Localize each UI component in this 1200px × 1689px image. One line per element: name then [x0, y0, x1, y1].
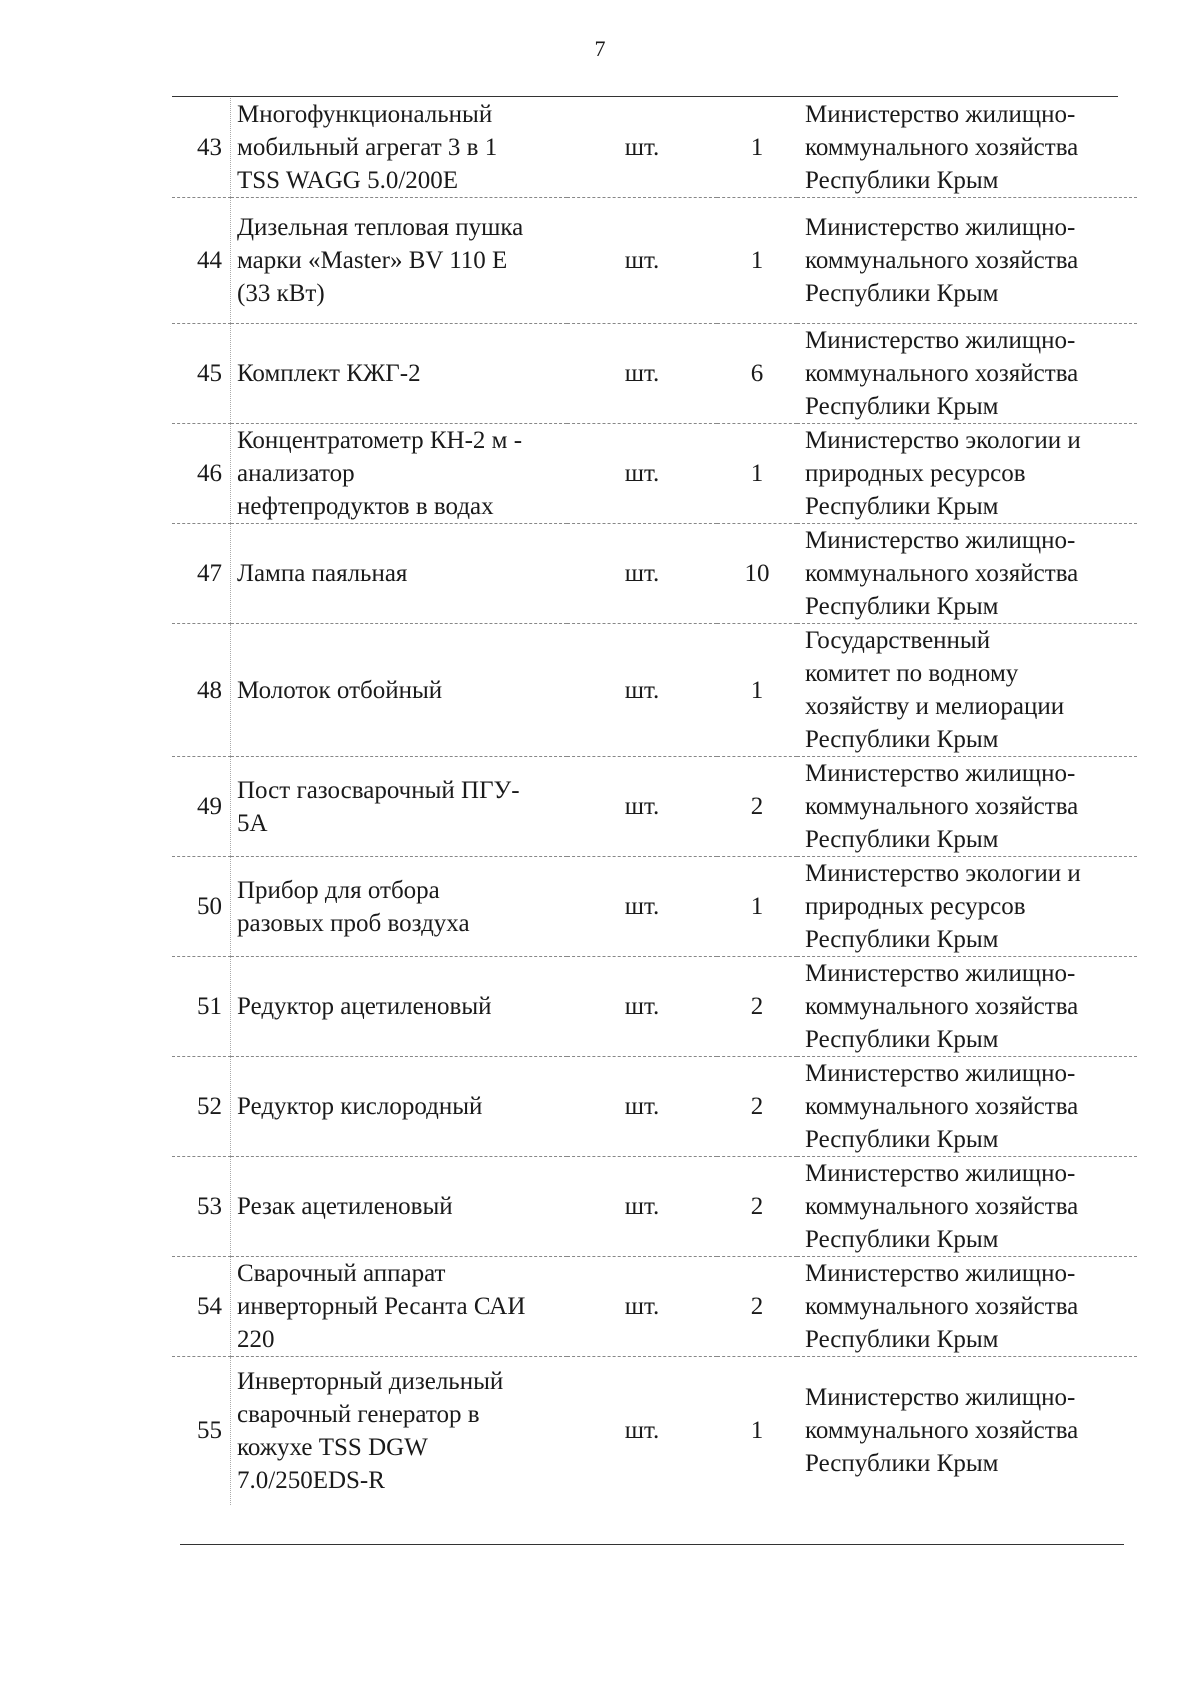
- item-unit: шт.: [567, 1157, 717, 1257]
- table-row: [172, 1257, 1137, 1357]
- item-name: Резак ацетиленовый: [237, 1193, 453, 1220]
- item-quantity: 10: [717, 524, 797, 624]
- row-number: 51: [172, 957, 231, 1057]
- item-quantity: 1: [750, 1417, 764, 1445]
- item-unit: шт.: [567, 624, 717, 757]
- item-unit: шт.: [567, 757, 717, 857]
- item-organization: Министерство жилищно- коммунального хозяйства Республики Крым: [805, 1384, 1079, 1478]
- item-quantity: 2: [717, 1057, 797, 1157]
- table-row: [172, 624, 1137, 757]
- item-name: Концентратометр КН-2 м - анализатор нефтепродуктов в водах: [237, 427, 523, 520]
- item-name: Сварочный аппарат инверторный Ресанта САИ 220: [237, 1260, 526, 1353]
- item-organization: Министерство экологии и природных ресурсов Республики Крым: [805, 860, 1081, 953]
- item-unit: шт.: [567, 1057, 717, 1157]
- item-quantity: 2: [717, 757, 797, 857]
- item-unit: шт.: [567, 524, 717, 624]
- row-number: 52: [172, 1057, 231, 1157]
- item-quantity: 1: [717, 857, 797, 957]
- item-unit: шт.: [567, 957, 717, 1057]
- table-row: [172, 1357, 1137, 1505]
- table-row: [172, 857, 1137, 957]
- item-organization: Министерство жилищно- коммунального хозяйства Республики Крым: [805, 327, 1079, 420]
- table-row: [172, 324, 1137, 424]
- table-row: [172, 1157, 1137, 1257]
- item-unit: шт.: [624, 1417, 660, 1445]
- item-name: Многофункциональный мобильный агрегат 3 в 1 TSS WAGG 5.0/200E: [237, 101, 498, 194]
- item-unit: шт.: [567, 98, 717, 198]
- item-name: Инверторный дизельный сварочный генератор в кожухе TSS DGW 7.0/250EDS-R: [237, 1367, 504, 1494]
- item-organization: Министерство жилищно- коммунального хозяйства Республики Крым: [805, 760, 1079, 853]
- item-unit: шт.: [567, 424, 717, 524]
- item-name: Пост газосварочный ПГУ- 5А: [237, 776, 520, 837]
- item-organization: Министерство жилищно- коммунального хозяйства Республики Крым: [805, 1260, 1079, 1353]
- row-number: 46: [172, 424, 231, 524]
- item-quantity: 1: [717, 98, 797, 198]
- table-top-rule: [172, 96, 1118, 97]
- item-organization: Министерство жилищно- коммунального хозяйства Республики Крым: [805, 1060, 1079, 1153]
- item-quantity: 1: [717, 198, 797, 324]
- item-quantity: 2: [717, 1157, 797, 1257]
- row-number: 53: [172, 1157, 231, 1257]
- row-number: 55: [197, 1417, 222, 1445]
- item-name: Редуктор ацетиленовый: [237, 993, 492, 1020]
- table-row: [172, 757, 1137, 857]
- item-quantity: 2: [717, 1257, 797, 1357]
- item-organization: Министерство жилищно- коммунального хозяйства Республики Крым: [805, 1160, 1079, 1253]
- row-number: 49: [172, 757, 231, 857]
- item-organization: Министерство жилищно- коммунального хозяйства Республики Крым: [805, 214, 1079, 307]
- table-row: [172, 957, 1137, 1057]
- item-name: Редуктор кислородный: [237, 1093, 483, 1120]
- table-row: [172, 424, 1137, 524]
- item-name: Комплект КЖГ-2: [237, 360, 421, 387]
- item-unit: шт.: [567, 857, 717, 957]
- item-organization: Министерство жилищно- коммунального хозяйства Республики Крым: [805, 960, 1079, 1053]
- table-bottom-rule: [180, 1544, 1124, 1545]
- row-number: 47: [172, 524, 231, 624]
- table-row: [172, 1057, 1137, 1157]
- item-quantity: 2: [717, 957, 797, 1057]
- table-row: [172, 198, 1137, 324]
- items-table: [172, 98, 1137, 1505]
- item-quantity: 1: [717, 624, 797, 757]
- item-organization: Государственный комитет по водному хозяйству и мелиорации Республики Крым: [805, 627, 1065, 753]
- item-unit: шт.: [567, 198, 717, 324]
- item-name: Дизельная тепловая пушка марки «Master» BV 110 E (33 кВт): [237, 214, 524, 307]
- item-quantity: 1: [717, 424, 797, 524]
- table-row: [172, 98, 1137, 198]
- item-unit: шт.: [567, 1257, 717, 1357]
- item-name: Лампа паяльная: [237, 560, 408, 587]
- row-number: 54: [172, 1257, 231, 1357]
- item-organization: Министерство экологии и природных ресурсов Республики Крым: [805, 427, 1081, 520]
- item-quantity: 6: [717, 324, 797, 424]
- row-number: 44: [172, 198, 231, 324]
- row-number: 43: [172, 98, 231, 198]
- item-organization: Министерство жилищно- коммунального хозяйства Республики Крым: [805, 101, 1079, 194]
- item-name: Молоток отбойный: [237, 676, 443, 704]
- row-number: 48: [172, 624, 231, 757]
- row-number: 45: [172, 324, 231, 424]
- item-name: Прибор для отбора разовых проб воздуха: [237, 876, 470, 937]
- row-number: 50: [172, 857, 231, 957]
- item-organization: Министерство жилищно- коммунального хозяйства Республики Крым: [805, 527, 1079, 620]
- item-unit: шт.: [567, 324, 717, 424]
- table-row: [172, 524, 1137, 624]
- page-number: 7: [594, 36, 606, 61]
